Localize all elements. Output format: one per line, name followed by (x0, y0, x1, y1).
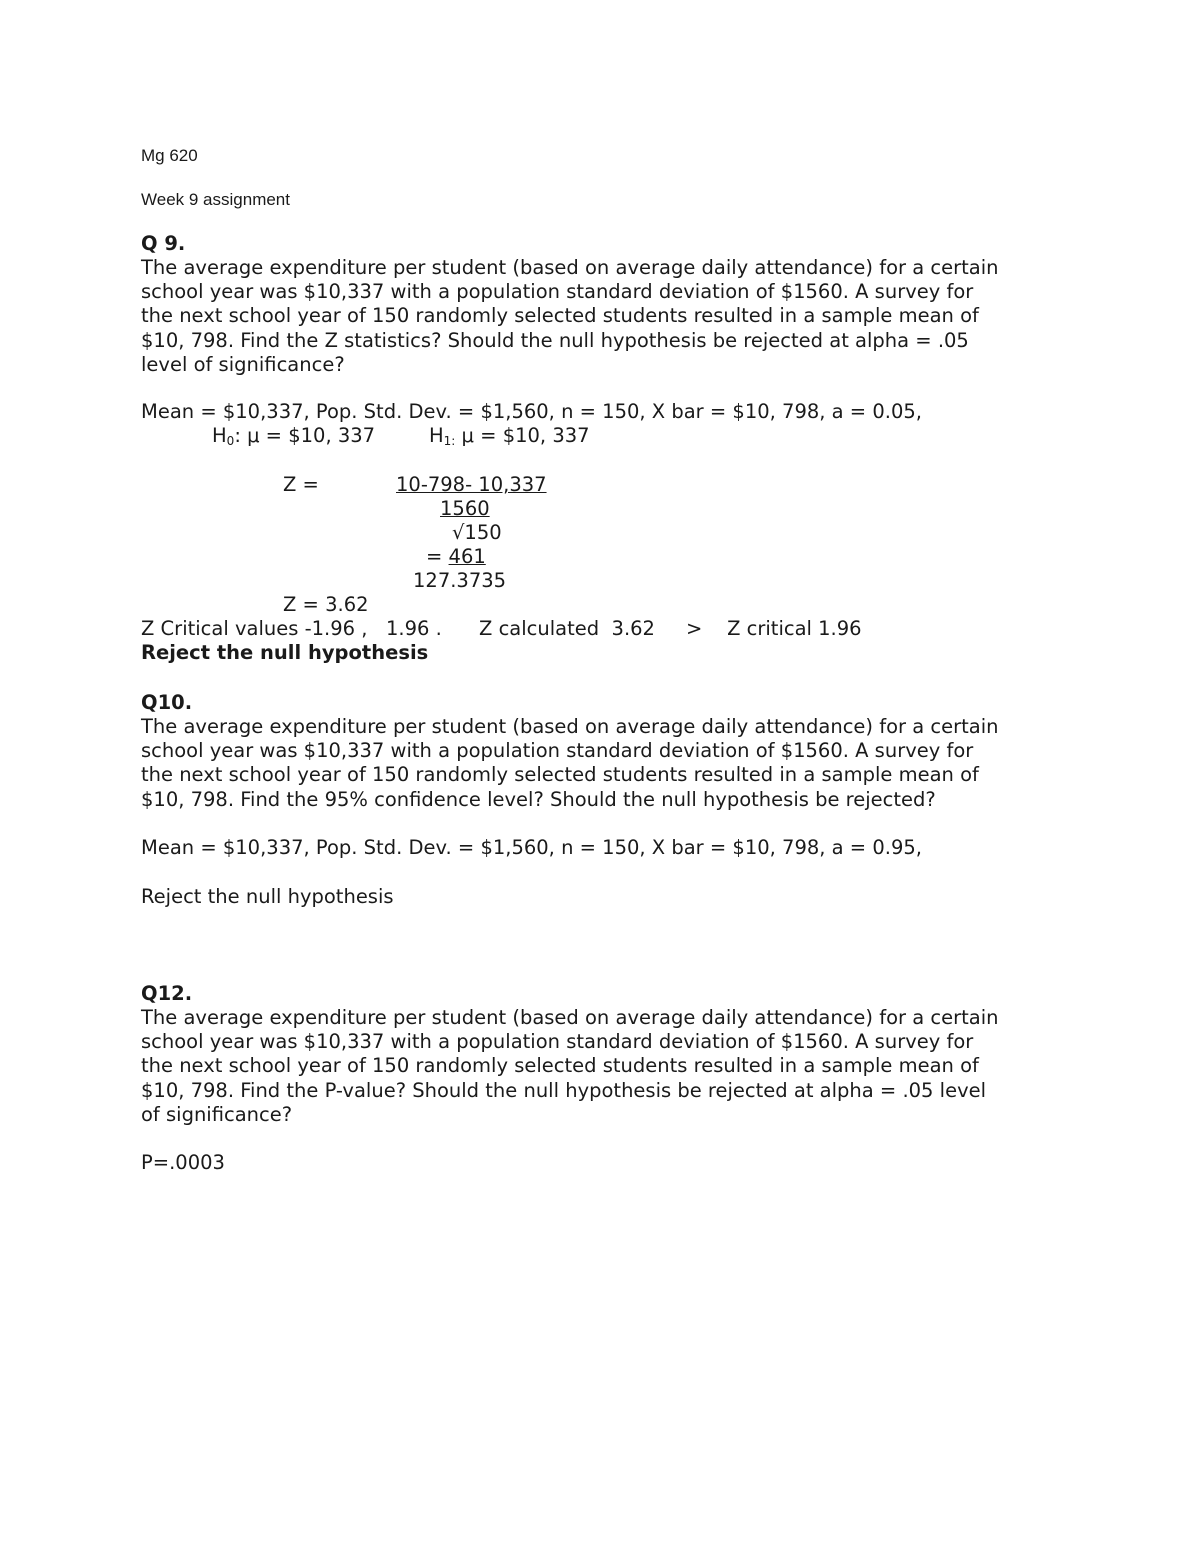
q12-question (141, 1006, 1061, 1127)
q9-question-line: level of significance? (141, 352, 345, 376)
q9-conclusion: Reject the null hypothesis (141, 641, 429, 664)
course-title: Mg 620 (141, 146, 198, 165)
q10-conclusion: Reject the null hypothesis (141, 885, 394, 908)
q9-equals-line: = 461 (426, 545, 486, 568)
q9-givens: Mean = $10,337, Pop. Std. Dev. = $1,560, n = 150, X bar = $10, 798, a = 0.05, (141, 400, 922, 423)
q9-question-line: $10, 798. Find the Z statistics? Should the null hypothesis be rejected at alpha = .05 (141, 328, 969, 352)
q9-heading: Q 9. (141, 232, 186, 255)
q10-heading: Q10. (141, 691, 193, 714)
q9-question-line: school year was $10,337 with a population standard deviation of $1560. A survey for (141, 280, 974, 304)
assignment-title: Week 9 assignment (141, 190, 290, 209)
q12-answer: P=.0003 (141, 1151, 225, 1174)
q10-givens: Mean = $10,337, Pop. Std. Dev. = $1,560, n = 150, X bar = $10, 798, a = 0.95, (141, 836, 922, 859)
q9-denominator-root: √150 (452, 521, 502, 544)
q9-null-hypothesis: $H_0$: μ = $10, 337 (212, 424, 376, 448)
q12-question-line: of significance? (141, 1102, 293, 1126)
q9-z-result: Z = 3.62 (283, 593, 369, 616)
q12-question-line: $10, 798. Find the P-value? Should the null hypothesis be rejected at alpha = .05 level (141, 1078, 987, 1102)
q9-question (141, 256, 1061, 377)
q9-question-line: The average expenditure per student (based on average daily attendance) for a certain (141, 256, 999, 279)
q9-question-line: the next school year of 150 randomly selected students resulted in a sample mean of (141, 304, 979, 328)
q9-numerator: 10-798- 10,337 (396, 473, 547, 496)
q10-question-line: The average expenditure per student (based on average daily attendance) for a certain (141, 715, 999, 738)
q9-critical-line: Z Critical values -1.96 , 1.96 . Z calculated 3.62 > Z critical 1.96 (141, 617, 862, 640)
q12-heading: Q12. (141, 982, 193, 1005)
q9-z-label: Z = (283, 473, 319, 496)
q12-question-line: school year was $10,337 with a population standard deviation of $1560. A survey for (141, 1030, 974, 1054)
q10-question-line: school year was $10,337 with a population standard deviation of $1560. A survey for (141, 739, 974, 763)
q9-equals-denominator: 127.3735 (413, 569, 507, 592)
q12-question-line: the next school year of 150 randomly selected students resulted in a sample mean of (141, 1054, 979, 1078)
q9-denominator-sd: 1560 (440, 497, 490, 520)
q9-alt-hypothesis: $H_{1:}$ μ = $10, 337 (429, 424, 590, 448)
q12-question-line: The average expenditure per student (based on average daily attendance) for a certain (141, 1006, 999, 1029)
q10-question (141, 715, 1061, 812)
q10-question-line: $10, 798. Find the 95% confidence level? Should the null hypothesis be rejected? (141, 787, 936, 811)
q10-question-line: the next school year of 150 randomly selected students resulted in a sample mean of (141, 763, 979, 787)
